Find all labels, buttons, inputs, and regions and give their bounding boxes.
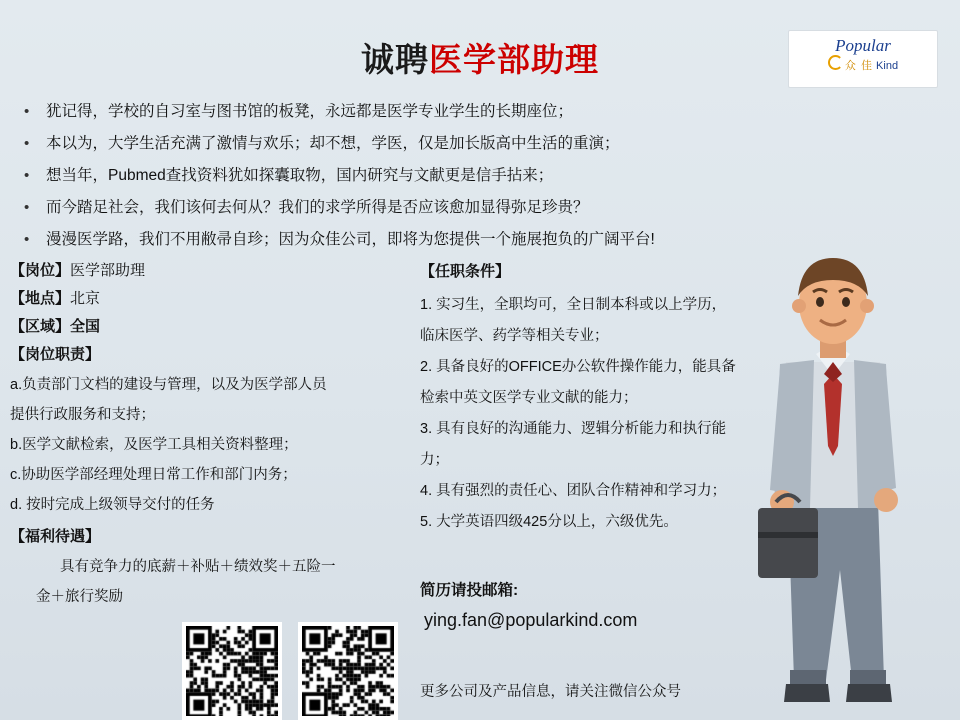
benefit-item: 具有竞争力的底薪＋补贴＋绩效奖＋五险一 — [60, 559, 336, 575]
logo-swirl-icon — [828, 55, 843, 70]
benefits-heading — [10, 524, 410, 550]
location-value: 北京 — [70, 290, 101, 307]
requirement-item: 4. 具有强烈的责任心、团队合作精神和学习力； — [420, 483, 727, 499]
duty-item: c.协助医学部经理处理日常工作和部门内务； — [10, 467, 297, 483]
duty-item: b.医学文献检索，及医学工具相关资料整理； — [10, 437, 298, 453]
duty-item: a.负责部门文档的建设与管理，以及为医学部人员 — [10, 377, 327, 393]
requirement-item: 检索中英文医学专业文献的能力； — [420, 390, 638, 406]
qr-code-canvas — [302, 626, 394, 716]
benefits-label: 【福利待遇】 — [10, 528, 101, 545]
position-value: 医学部助理 — [70, 262, 146, 279]
page-title-highlight: 医学部助理 — [429, 41, 599, 78]
requirements-label: 【任职条件】 — [420, 263, 511, 280]
intro-bullet-list — [24, 96, 814, 255]
requirement-item: 1. 实习生，全职均可，全日制本科或以上学历， — [420, 297, 727, 313]
qr-code-canvas — [186, 626, 278, 716]
duty-item: d. 按时完成上级领导交付的任务 — [10, 497, 215, 513]
duty-item: 提供行政服务和支持； — [10, 407, 155, 423]
position-row — [10, 258, 410, 284]
location-label: 【地点】 — [10, 290, 71, 307]
list-item: • 犹记得，学校的自习室与图书馆的板凳，永远都是医学专业学生的长期座位； — [46, 96, 814, 127]
requirement-item: 力； — [420, 452, 449, 468]
wechat-note: 更多公司及产品信息，请关注微信公众号 — [420, 684, 681, 700]
requirement-item: 2. 具备良好的OFFICE办公软件操作能力，能具备 — [420, 359, 736, 375]
region-label: 【区域】 — [10, 318, 71, 335]
businessman-illustration — [728, 250, 948, 720]
logo-wordmark — [789, 37, 937, 55]
list-item: • 而今踏足社会，我们该何去何从？我们的求学所得是否应该愈加显得弥足珍贵？ — [46, 192, 814, 223]
logo-kind-text: Kind — [876, 60, 899, 72]
page-title-plain: 诚聘 — [361, 41, 429, 78]
region-value: 全国 — [70, 318, 101, 335]
email-address[interactable]: ying.fan@popularkind.com — [424, 610, 638, 630]
company-logo — [788, 30, 938, 88]
requirement-item: 5. 大学英语四级425分以上，六级优先。 — [420, 514, 678, 530]
list-item: • 漫漫医学路，我们不用敝帚自珍；因为众佳公司，即将为您提供一个施展抱负的广阔平台! — [46, 224, 814, 255]
list-item: • 本以为，大学生活充满了激情与欢乐；却不想，学医，仅是加长版高中生活的重演； — [46, 128, 814, 159]
requirement-item: 3. 具有良好的沟通能力、逻辑分析能力和执行能 — [420, 421, 727, 437]
logo-cn-text: 众 佳 — [844, 60, 873, 72]
email-label: 简历请投邮箱: — [420, 582, 519, 599]
duties-heading — [10, 342, 410, 368]
page-title — [361, 34, 599, 81]
requirement-item: 临床医学、药学等相关专业； — [420, 328, 609, 344]
benefit-item: 金＋旅行奖励 — [36, 589, 123, 605]
position-label: 【岗位】 — [10, 262, 71, 279]
logo-wordmark-text: Popular — [835, 36, 891, 55]
logo-subtext — [789, 55, 937, 73]
region-row — [10, 314, 410, 340]
location-row — [10, 286, 410, 312]
list-item: • 想当年，Pubmed查找资料犹如探囊取物，国内研究与文献更是信手拈来； — [46, 160, 814, 191]
intro-section — [24, 96, 814, 256]
duties-label: 【岗位职责】 — [10, 346, 101, 363]
job-details-column — [10, 258, 410, 612]
qr-code-company — [298, 622, 398, 720]
qr-code-wechat — [182, 622, 282, 720]
